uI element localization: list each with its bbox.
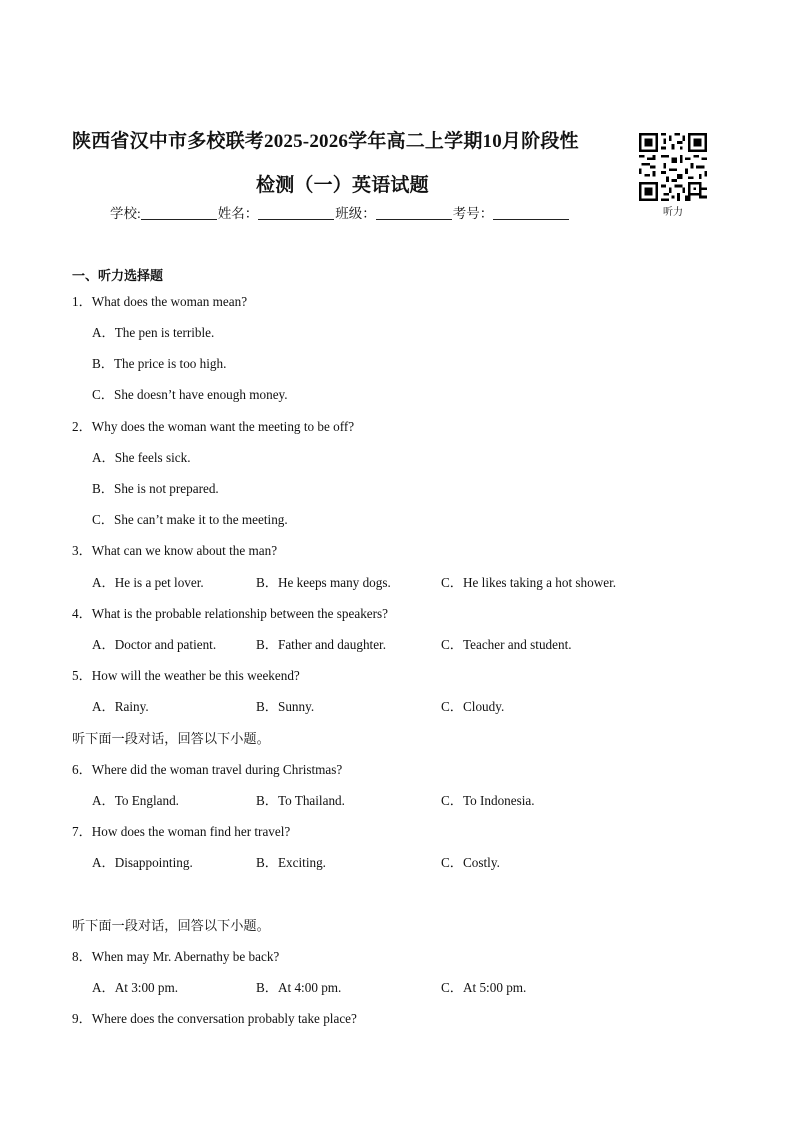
question-3-option-a[interactable]: A．He is a pet lover.: [92, 575, 204, 590]
student-info-row: [110, 202, 570, 222]
school-blank[interactable]: [141, 206, 217, 220]
number-label: 考号：: [452, 206, 494, 221]
question-6-stem: 6．Where did the woman travel during Christmas?: [72, 762, 343, 777]
question-9-stem: 9．Where does the conversation probably take place?: [72, 1011, 357, 1026]
question-7-stem: 7．How does the woman find her travel?: [72, 824, 291, 839]
question-5-option-c[interactable]: C．Cloudy.: [441, 699, 505, 714]
question-8-option-a[interactable]: A．At 3:00 pm.: [92, 980, 179, 995]
question-2-option-b[interactable]: B．She is not prepared.: [92, 481, 219, 496]
question-1-option-a[interactable]: A．The pen is terrible.: [92, 325, 215, 340]
question-8-stem: 8．When may Mr. Abernathy be back?: [72, 949, 280, 964]
question-5-option-b[interactable]: B．Sunny.: [256, 699, 315, 714]
question-2-option-c[interactable]: C．She can’t make it to the meeting.: [92, 512, 288, 527]
question-1-option-c[interactable]: C．She doesn’t have enough money.: [92, 387, 288, 402]
question-7-option-b[interactable]: B．Exciting.: [256, 855, 326, 870]
question-4-stem: 4．What is the probable relationship between the speakers?: [72, 606, 389, 621]
question-3-option-c[interactable]: C．He likes taking a hot shower.: [441, 575, 617, 590]
number-blank[interactable]: [493, 206, 569, 220]
question-2-stem: 2．Why does the woman want the meeting to be off?: [72, 419, 355, 434]
name-label: 姓名：: [217, 206, 259, 221]
question-6-option-a[interactable]: A．To England.: [92, 793, 179, 808]
question-3-stem: 3．What can we know about the man?: [72, 543, 278, 558]
question-2-option-a[interactable]: A．She feels sick.: [92, 450, 191, 465]
dialogue-instruction-1: 听下面一段对话，回答以下小题。: [72, 731, 270, 746]
question-3-option-b[interactable]: B．He keeps many dogs.: [256, 575, 391, 590]
question-5-option-a[interactable]: A．Rainy.: [92, 699, 149, 714]
question-4-option-b[interactable]: B．Father and daughter.: [256, 637, 387, 652]
school-label: 学校:: [110, 206, 141, 221]
class-blank[interactable]: [376, 206, 452, 220]
exam-title-line-2: 检测（一）英语试题: [256, 175, 429, 196]
listening-qr-code[interactable]: [639, 133, 707, 201]
question-7-option-c[interactable]: C．Costly.: [441, 855, 500, 870]
class-label: 班级：: [335, 206, 376, 221]
question-6-option-b[interactable]: B．To Thailand.: [256, 793, 345, 808]
question-8-option-b[interactable]: B．At 4:00 pm.: [256, 980, 342, 995]
question-7-option-a[interactable]: A．Disappointing.: [92, 855, 193, 870]
question-5-stem: 5．How will the weather be this weekend?: [72, 668, 300, 683]
exam-title-line-1: 陕西省汉中市多校联考2025-2026学年高二上学期10月阶段性: [72, 131, 579, 152]
section-heading: 一、听力选择题: [72, 269, 164, 284]
qr-caption: 听力: [663, 207, 683, 218]
question-6-option-c[interactable]: C．To Indonesia.: [441, 793, 535, 808]
question-4-option-a[interactable]: A．Doctor and patient.: [92, 637, 217, 652]
question-8-option-c[interactable]: C．At 5:00 pm.: [441, 980, 527, 995]
question-1-option-b[interactable]: B．The price is too high.: [92, 356, 227, 371]
question-4-option-c[interactable]: C．Teacher and student.: [441, 637, 572, 652]
question-1-stem: 1．What does the woman mean?: [72, 294, 248, 309]
name-blank[interactable]: [258, 206, 334, 220]
dialogue-instruction-2: 听下面一段对话，回答以下小题。: [72, 918, 270, 933]
